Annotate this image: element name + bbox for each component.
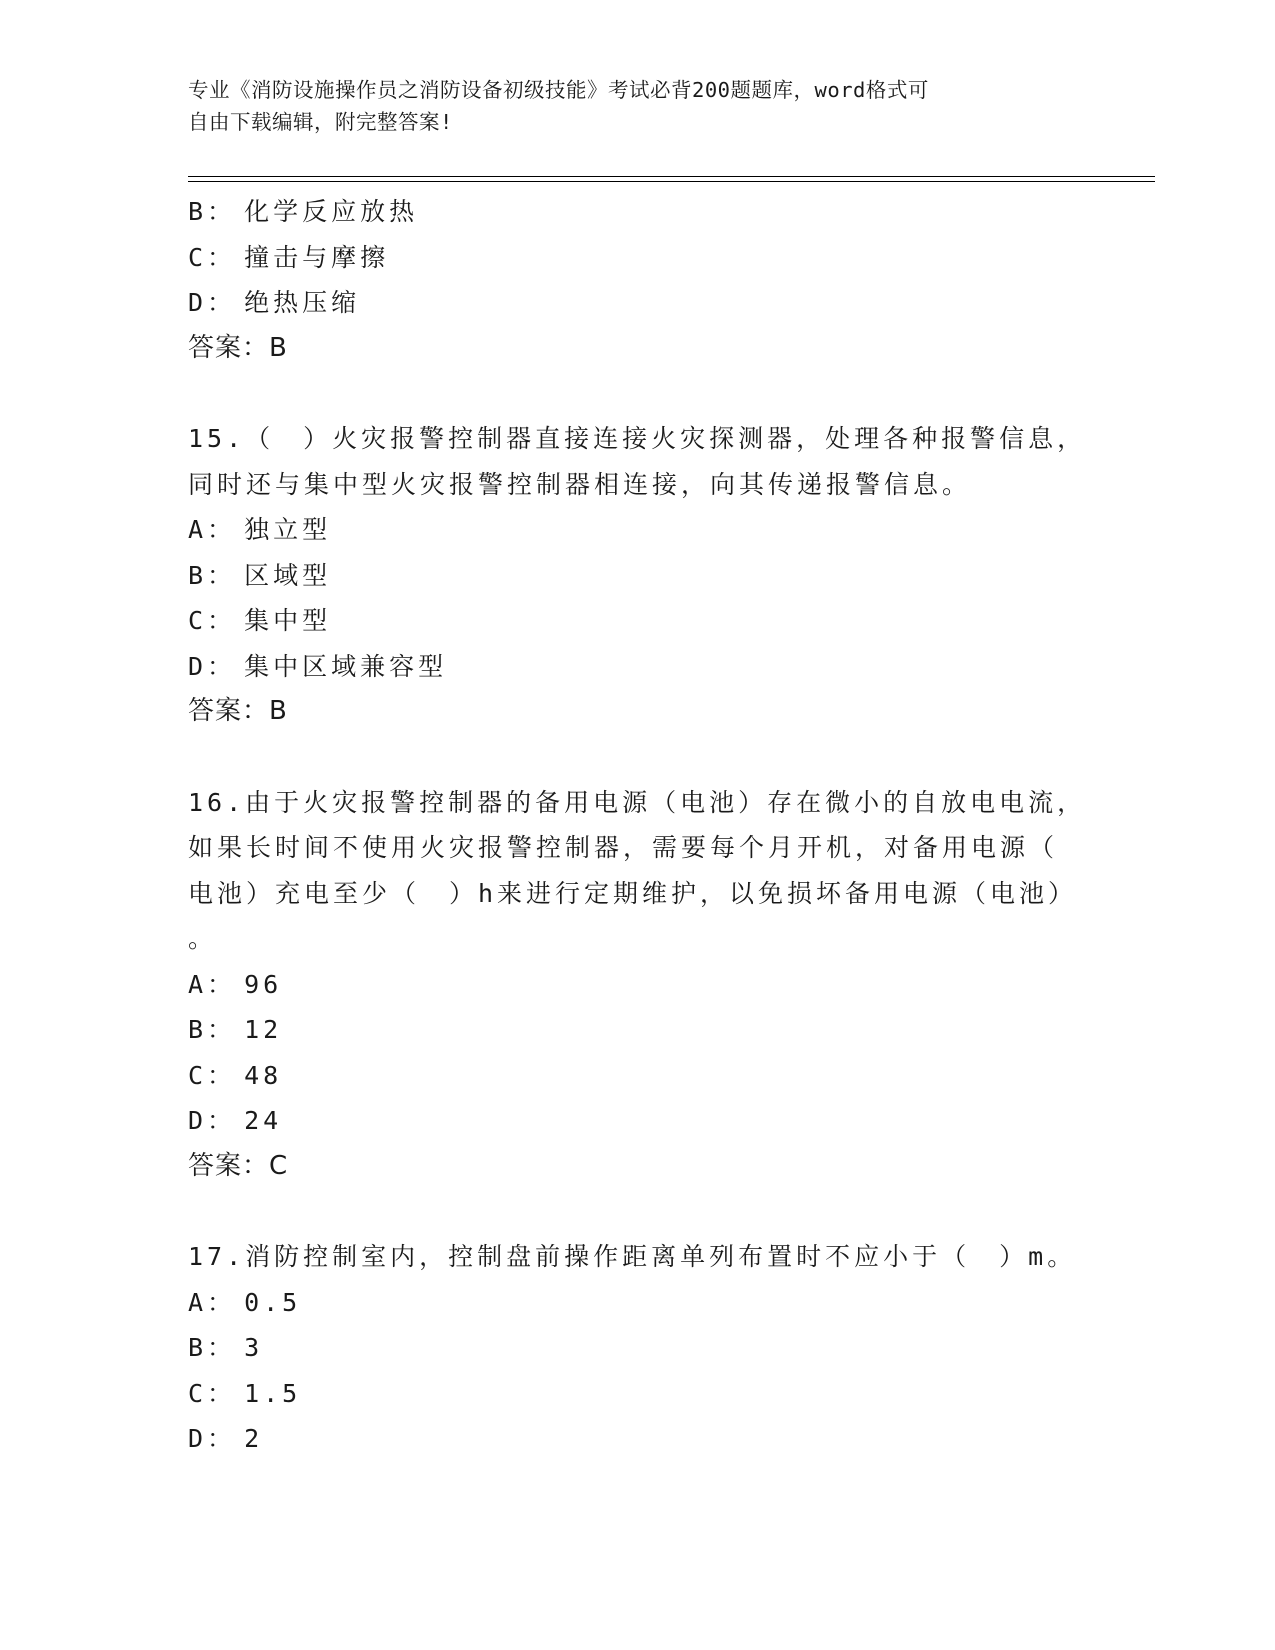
question-text-line: 。 bbox=[188, 924, 218, 953]
option-c: C： 1.5 bbox=[188, 1378, 302, 1408]
option-c: C： 撞击与摩擦 bbox=[188, 242, 390, 272]
header-line-1: 专业《消防设施操作员之消防设备初级技能》考试必背200题题库，word格式可 bbox=[188, 78, 929, 102]
option-a: A： 0.5 bbox=[188, 1287, 302, 1317]
option-c: C： 集中型 bbox=[188, 606, 332, 635]
question-15 bbox=[188, 416, 1088, 735]
option-b: B： 化学反应放热 bbox=[188, 197, 419, 226]
question-17 bbox=[188, 1234, 1088, 1462]
answer: 答案：B bbox=[188, 332, 288, 363]
option-d: D： 24 bbox=[188, 1106, 283, 1135]
answer: 答案：B bbox=[188, 696, 288, 726]
question-text-line: 17.消防控制室内，控制盘前操作距离单列布置时不应小于（ ）m。 bbox=[188, 1242, 1077, 1271]
question-16 bbox=[188, 780, 1088, 1190]
option-d: D： 绝热压缩 bbox=[188, 288, 361, 317]
question-list bbox=[188, 189, 1088, 1462]
question-text-line: 15.（ ）火灾报警控制器直接连接火灾探测器，处理各种报警信息， bbox=[188, 424, 1087, 453]
document-header bbox=[188, 74, 1088, 138]
question-text-line: 如果长时间不使用火灾报警控制器，需要每个月开机，对备用电源（ bbox=[188, 833, 1059, 862]
answer: 答案：C bbox=[188, 1150, 289, 1181]
option-a: A： 96 bbox=[188, 969, 283, 999]
option-c: C： 48 bbox=[188, 1060, 283, 1090]
question-14-tail bbox=[188, 189, 1088, 371]
option-d: D： 2 bbox=[188, 1424, 264, 1453]
option-b: B： 12 bbox=[188, 1015, 283, 1044]
question-text-line: 16.由于火灾报警控制器的备用电源（电池）存在微小的自放电电流， bbox=[188, 787, 1087, 817]
option-a: A： 独立型 bbox=[188, 515, 332, 544]
header-divider-bottom bbox=[188, 181, 1155, 182]
question-text-line: 电池）充电至少（ ）h来进行定期维护，以免损坏备用电源（电池） bbox=[188, 878, 1078, 908]
option-b: B： 区域型 bbox=[188, 560, 332, 590]
option-b: B： 3 bbox=[188, 1333, 264, 1362]
header-line-2: 自由下载编辑，附完整答案! bbox=[188, 110, 453, 134]
option-d: D： 集中区域兼容型 bbox=[188, 651, 448, 681]
question-text-line: 同时还与集中型火灾报警控制器相连接，向其传递报警信息。 bbox=[188, 469, 972, 499]
header-divider-top bbox=[188, 176, 1155, 177]
